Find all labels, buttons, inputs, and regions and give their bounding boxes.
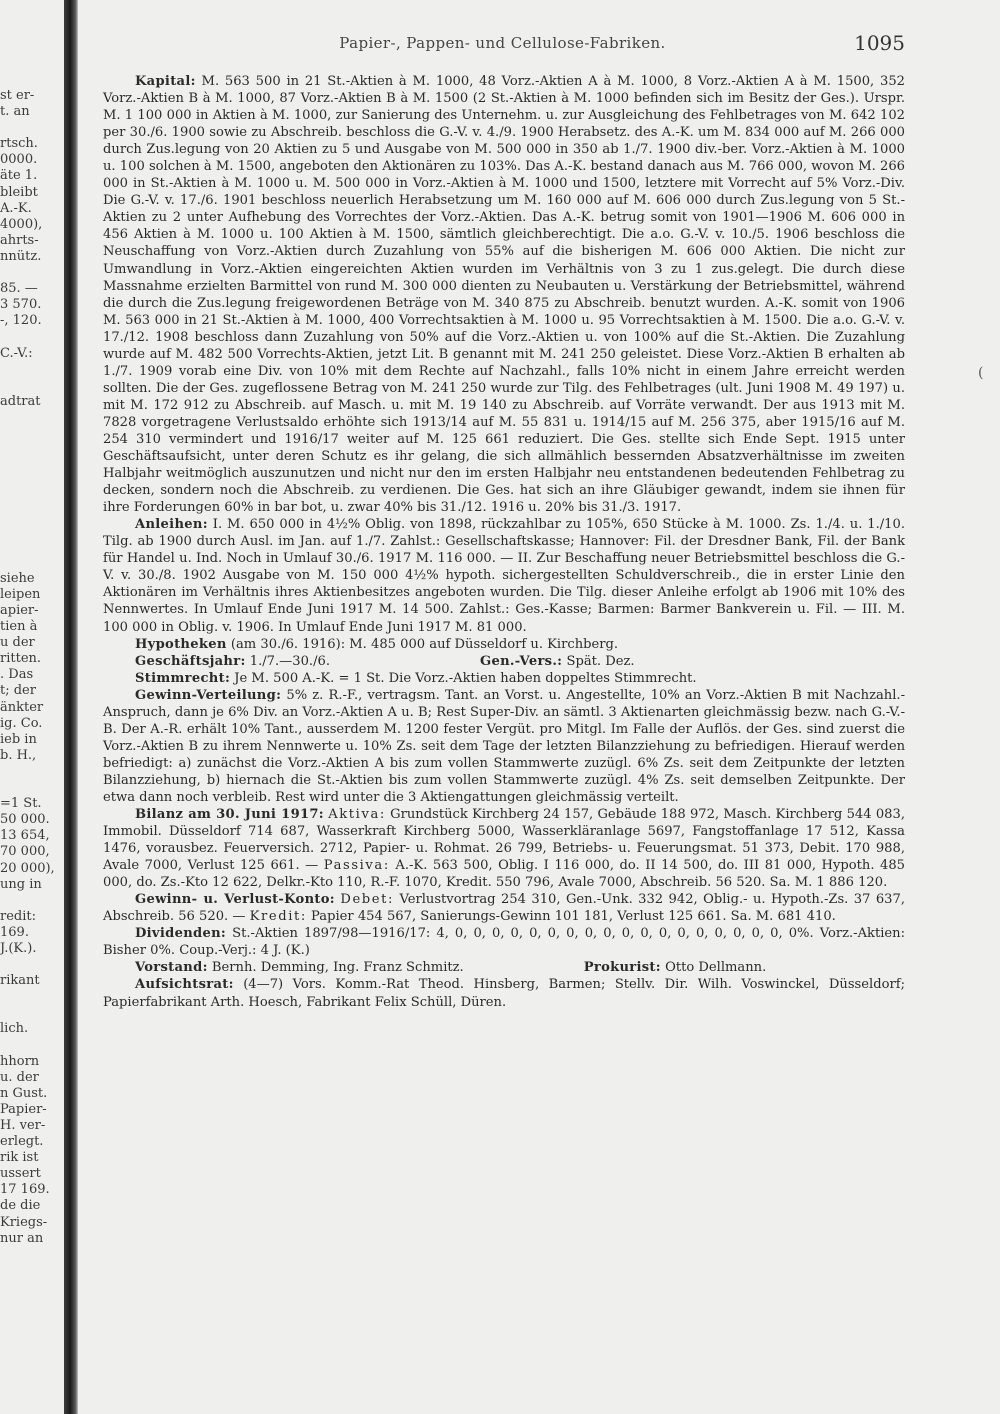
left-fragment-line: 20 000), xyxy=(0,860,55,876)
left-fragment-line xyxy=(0,490,62,506)
section-hypotheken xyxy=(103,636,905,653)
kapital-text: M. 563 500 in 21 St.-Aktien à M. 1000, 48 Vorz.-Aktien A à M. 1000, 8 Vorz.-Aktien A à M. 1500, 352 Vorz.-Aktien B à M. 1000, 87 Vorz.-Aktien B à M. 1500 (2 St.-Aktien à M. 1000 befinden sich im Besitz der Ges.). Urspr. M. 1 100 000 in Aktien à M. 1000, zur Sanierung des Unternehm. u. zur Ausgleichung des Fehlbetrages von M. 642 102 per 30./6. 1900 sowie zu Abschreib. beschloss die G.-V. v. 4./9. 1900 Herabsetz. des A.-K. um M. 834 000 auf M. 266 000 durch Zus.legung von 20 Aktien zu 5 und Ausgabe von M. 500 000 in 350 ab 1./7. 1900 div.-ber. Vorz.-Aktien à M. 1000 u. 100 solchen à M. 1500, angeboten den Aktionären zu 103%. Das A.-K. bestand danach aus M. 766 000, wovon M. 266 000 in St.-Aktien à M. 1000 u. M. 500 000 in Vorz.-Aktien à M. 1000 und 1500, letztere mit Vorrecht auf 5% Vorz.-Div. Die G.-V. v. 17./6. 1901 beschloss neuerlich Herabsetzung um M. 160 000 auf M. 606 000 durch Zus.legung von 5 St.-Aktien zu 2 unter Aufhebung des Vorrechtes der Vorz.-Aktien. Das A.-K. betrug somit von 1901—1906 M. 606 000 in 456 Aktien à M. 1000 u. 100 Aktien à M. 1500, sämtlich gleichberechtigt. Die a.o. G.-V. v. 10./5. 1906 beschloss die Neuschaffung von Vorz.-Aktien durch Zuzahlung von 55% auf die bisherigen M. 606 000 Aktien. Die nicht zur Umwandlung in Vorz.-Aktien eingereichten Aktien wurden im Verhältnis von 3 zu 1 zus.gelegt. Die durch diese Massnahme erzielten Barmittel von rund M. 300 000 dienten zu Neubauten u. Verstärkung der Betriebsmittel, während die durch die Zus.legung freigewordenen Beträge von M. 340 875 zu Abschreib. benutzt wurden. A.-K. somit von 1906 M. 563 000 in 21 St.-Aktien à M. 1000, 400 Vorrechtsaktien à M. 1000 u. 95 Vorrechtsaktien à M. 1500. Die a.o. G.-V. v. 17./12. 1908 beschloss dann Zuzahlung von 50% auf die Vorz.-Aktien u. von 100% auf die St.-Aktien. Die Zuzahlung wurde auf M. 482 500 Vorrechts-Aktien, jetzt Lit. B genannt mit M. 241 250 geleistet. Diese Vorz.-Aktien B erhalten ab 1./7. 1909 vorab eine Div. von 10% mit dem Rechte auf Nachzahl., falls 10% nicht in einem Jahre erreicht werden sollten. Die der Ges. zugeflossene Betrag von M. 241 250 wurde zur Tilg. des Fehlbetrages (ult. Juni 1908 M. 49 197) u. mit M. 172 912 zu Abschreib. auf Masch. u. mit M. 19 140 zu Abschreib. auf Vorräte verwandt. Der aus 1913 mit M. 7828 vorgetragene Verlustsaldo erhöhte sich 1913/14 auf M. 55 831 u. 1914/15 auf M. 256 375, aber 1915/16 auf M. 254 310 vermindert und 1916/17 weiter auf M. 125 661 reduziert. Die Ges. stellte sich Ende Sept. 1915 unter Geschäftsaufsicht, unter deren Schutz es ihr gelang, die sich allmählich bessernden Absatzverhältnisse im zweiten Halbjahr weitmöglich auszunutzen und nicht nur den im ersten Halbjahr neu entstandenen bedeutenden Fehlbetrag zu decken, sondern noch die Abschreib. zu verdienen. Die Ges. hat sich an ihre Gläubiger gewandt, indem sie ihnen für ihre Forderungen 60% in bar bot, u. zwar 40% bis 31./12. 1916 u. 20% bis 31./3. 1917. xyxy=(103,74,906,516)
left-fragment-line xyxy=(0,265,62,281)
left-fragment-line: Kriegs- xyxy=(0,1214,48,1230)
section-bilanz xyxy=(103,806,905,891)
left-fragment-line: erlegt. xyxy=(0,1134,44,1150)
running-title: Papier-, Pappen- und Cellulose-Fabriken. xyxy=(339,34,666,52)
section-aufsichtsrat xyxy=(103,976,905,1010)
left-fragment-line xyxy=(0,523,62,539)
aufsichtsrat-text: (4—7) Vors. Komm.-Rat Theod. Hinsberg, Barmen; Stellv. Dir. Wilh. Voswinckel, Düsseldorf; Papierfabrikant Arth. Hoesch, Fabrikant Felix Schüll, Düren. xyxy=(103,977,905,1010)
page-number: 1095 xyxy=(854,31,905,55)
left-fragment-line: leipen xyxy=(0,586,41,602)
left-fragment-line: t. an xyxy=(0,104,30,120)
left-fragment-line: rik ist xyxy=(0,1150,39,1166)
left-fragment-line: -, 120. xyxy=(0,313,42,329)
left-fragment-line: bleibt xyxy=(0,184,38,200)
left-fragment-line xyxy=(0,474,62,490)
left-fragment-line: Papier- xyxy=(0,1101,47,1117)
left-page-fragment xyxy=(0,88,62,1247)
left-fragment-line: 70 000, xyxy=(0,844,50,860)
left-fragment-line: apier- xyxy=(0,603,39,618)
left-fragment-line xyxy=(0,442,62,458)
left-fragment-line: 0000. xyxy=(0,152,38,168)
left-fragment-line: ung in xyxy=(0,876,42,892)
aktiva-label: Aktiva: xyxy=(328,807,386,823)
section-gewinn-verlust xyxy=(103,891,905,925)
left-fragment-line: tien à xyxy=(0,619,38,635)
section-anleihen xyxy=(103,516,905,635)
anleihen-text: I. M. 650 000 in 4½% Oblig. von 1898, rückzahlbar zu 105%, 650 Stücke à M. 1000. Zs. 1./4. u. 1./10. Tilg. ab 1900 durch Ausl. im Jan. auf 1./7. Zahlst.: Gesellschaftskasse; Hannover: Fil. der Dresdner Bank, Fil. der Bank für Handel u. Ind. Noch in Umlauf 30./6. 1917 M. 116 000. — II. Zur Beschaffung neuer Betriebsmittel beschloss die G.-V. v. 30./8. 1902 Ausgabe von M. 150 000 4½% hypoth. sichergestellten Schuldverschreib., die in erster Linie den Aktionären im Verhältnis ihres Aktienbesitzes angeboten wurden. Die Tilg. dieser Anleihe erfolgt ab 1906 mit 10% des Nennwertes. In Umlauf Ende Juni 1917 M. 14 500. Zahlst.: Ges.-Kasse; Barmen: Barmer Bankverein u. Fil. — III. M. 100 000 in Oblig. v. 1906. In Umlauf Ende Juni 1917 M. 81 000. xyxy=(103,517,905,635)
left-fragment-line: 4000), xyxy=(0,216,43,232)
left-fragment-line: ritten. xyxy=(0,651,42,667)
passiva-text: A.-K. 563 500, Oblig. I 116 000, do. II 14 500, do. III 81 000, Hypoth. 485 000, do. Zs.-Kto 12 622, Delkr.-Kto 110, R.-F. 1070, Kredit. 550 796, Avale 7000, Abschreib. 56 520. Sa. M. 1 886 120. xyxy=(103,858,905,891)
left-fragment-line: st er- xyxy=(0,88,35,103)
left-fragment-line: redit: xyxy=(0,908,36,924)
left-fragment-line: ussert xyxy=(0,1166,41,1182)
gen-vers-label: Gen.-Vers.: xyxy=(479,653,563,669)
anleihen-label: Anleihen: xyxy=(135,517,208,533)
gen-vers-text: Spät. Dez. xyxy=(566,653,635,669)
left-fragment-line xyxy=(0,410,62,426)
left-fragment-line: 50 000. xyxy=(0,812,50,828)
left-fragment-line: b. H., xyxy=(0,747,37,763)
margin-mark: ( xyxy=(978,365,984,381)
stimmrecht-label: Stimmrecht: xyxy=(135,670,231,686)
left-fragment-line: =1 St. xyxy=(0,796,42,812)
left-fragment-line: J.(K.). xyxy=(0,940,37,956)
left-fragment-line: änkter xyxy=(0,699,44,715)
debet-label: Debet: xyxy=(340,892,395,908)
left-fragment-line: nur an xyxy=(0,1230,44,1246)
section-kapital xyxy=(103,73,905,516)
section-dividenden xyxy=(103,925,905,959)
kredit-text: Papier 454 567, Sanierungs-Gewinn 101 181, Verlust 125 661. Sa. M. 681 410. xyxy=(311,909,836,925)
left-fragment-line xyxy=(0,378,62,394)
left-fragment-line: 3 570. xyxy=(0,297,42,313)
page-header xyxy=(100,31,905,55)
left-fragment-line xyxy=(0,362,62,378)
left-fragment-line: 13 654, xyxy=(0,828,50,844)
gewinn-verlust-label: Gewinn- u. Verlust-Konto: xyxy=(135,892,335,908)
gewinn-verteilung-label: Gewinn-Verteilung: xyxy=(135,687,282,703)
left-fragment-line xyxy=(0,780,62,796)
left-fragment-line: rikant xyxy=(0,973,40,989)
left-fragment-line xyxy=(0,1005,62,1021)
left-fragment-line: t; der xyxy=(0,683,36,699)
left-fragment-line: rtsch. xyxy=(0,136,38,152)
aktiva-text: Grundstück Kirchberg 24 157, Gebäude 188 972, Masch. Kirchberg 544 083, Immobil. Düsseldorf 714 687, Wasserkraft Kirchberg 5000, Wasserkläranlage 5697, Fangstoffanlage 17 512, Kassa 1476, vorausbez. Feuerversich. 2712, Papier- u. Rohmat. 26 799, Betriebs- u. Feuerungsmat. 51 373, Debit. 170 988, Avale 7000, Verlust 125 661. — xyxy=(103,807,905,874)
left-fragment-line: nnütz. xyxy=(0,248,42,264)
geschaeftsjahr-text: 1./7.—30./6. xyxy=(249,653,330,669)
left-fragment-line: ieb in xyxy=(0,731,37,747)
hypotheken-text: (am 30./6. 1916): M. 485 000 auf Düsseldorf u. Kirchberg. xyxy=(230,636,619,652)
hypotheken-label: Hypotheken xyxy=(135,636,227,652)
debet-text: Verlustvortrag 254 310, Gen.-Unk. 332 942, Oblig.- u. Hypoth.-Zs. 37 637, Abschreib. 56 520. — xyxy=(103,892,905,925)
main-text xyxy=(103,73,905,1011)
left-fragment-line: siehe xyxy=(0,570,35,586)
left-fragment-line xyxy=(0,120,62,136)
left-fragment-line xyxy=(0,957,62,973)
left-fragment-line xyxy=(0,329,62,345)
left-fragment-line: de die xyxy=(0,1198,41,1214)
left-fragment-line: A.-K. xyxy=(0,200,32,216)
left-fragment-line: u. der xyxy=(0,1069,39,1085)
geschaeftsjahr-label: Geschäftsjahr: xyxy=(135,653,246,669)
vorstand-text: Bernh. Demming, Ing. Franz Schmitz. xyxy=(211,960,464,976)
left-fragment-line xyxy=(0,539,62,555)
left-fragment-line: adtrat xyxy=(0,393,41,409)
left-fragment-line: ahrts- xyxy=(0,232,39,248)
prokurist-text: Otto Dellmann. xyxy=(665,960,767,976)
left-fragment-line: . Das xyxy=(0,667,34,683)
left-fragment-line: ig. Co. xyxy=(0,715,43,731)
left-fragment-line xyxy=(0,764,62,780)
left-fragment-line: 169. xyxy=(0,924,29,940)
left-fragment-line: lich. xyxy=(0,1021,29,1037)
stimmrecht-text: Je M. 500 A.-K. = 1 St. Die Vorz.-Aktien haben doppeltes Stimmrecht. xyxy=(234,670,697,686)
left-fragment-line xyxy=(0,1038,62,1054)
left-fragment-line: äte 1. xyxy=(0,168,38,184)
vorstand-label: Vorstand: xyxy=(135,960,208,976)
left-fragment-line: H. ver- xyxy=(0,1118,46,1133)
left-fragment-line xyxy=(0,555,62,571)
kredit-label: Kredit: xyxy=(249,909,307,925)
section-geschaeftsjahr xyxy=(103,653,905,670)
gewinn-verteilung-text: 5% z. R.-F., vertragsm. Tant. an Vorst. u. Angestellte, 10% an Vorz.-Aktien B mit Nachzahl.-Anspruch, dann je 6% Div. an Vorz.-Aktien A u. B; Rest Super-Div. an sämtl. 3 Aktienarten gleichmässig bezw. nach G.-V.-B. Der A.-R. erhält 10% Tant., ausserdem M. 1200 fester Vergüt. pro Mitgl. Im Falle der Auflös. der Ges. sind zuerst die Vorz.-Aktien B zu ihrem Nennwerte u. 10% Zs. seit dem Tage der letzten Bilanzziehung zu befriedigen. Hierauf werden befriedigt: a) zunächst die Vorz.-Aktien A bis zum vollen Stammwerte zuzügl. 6% Zs. seit dem Zeitpunkte der letzten Bilanzziehung, b) hiernach die St.-Aktien bis zum vollen Stammwerte zuzügl. 4% Zs. seit demselben Zeitpunkte. Der etwa dann noch verbleib. Rest wird unter die 3 Aktiengattungen gleichmässig verteilt. xyxy=(103,687,905,805)
left-fragment-line xyxy=(0,989,62,1005)
left-fragment-line xyxy=(0,458,62,474)
kapital-label: Kapital: xyxy=(135,74,196,89)
dividenden-label: Dividenden: xyxy=(135,926,227,942)
left-fragment-line: C.-V.: xyxy=(0,345,33,361)
dividenden-text: St.-Aktien 1897/98—1916/17: 4, 0, 0, 0, 0, 0, 0, 0, 0, 0, 0, 0, 0, 0, 0, 0, 0, 0, 0, 0%. Vorz.-Aktien: Bisher 0%. Coup.-Verj.: 4 J. (K.) xyxy=(103,926,906,959)
left-fragment-line xyxy=(0,506,62,522)
passiva-label: Passiva: xyxy=(323,858,390,874)
left-fragment-line xyxy=(0,426,62,442)
section-gewinn-verteilung xyxy=(103,687,905,806)
section-stimmrecht xyxy=(103,670,905,687)
page-gutter xyxy=(64,0,78,1414)
left-fragment-line: 85. — xyxy=(0,281,38,297)
bilanz-label: Bilanz am 30. Juni 1917: xyxy=(135,807,324,823)
section-vorstand xyxy=(103,959,905,976)
left-fragment-line: n Gust. xyxy=(0,1085,48,1101)
left-fragment-line xyxy=(0,893,62,909)
prokurist-label: Prokurist: xyxy=(583,960,661,976)
left-fragment-line: u der xyxy=(0,635,35,651)
left-fragment-line: 17 169. xyxy=(0,1182,50,1198)
left-fragment-line: hhorn xyxy=(0,1053,40,1069)
aufsichtsrat-label: Aufsichtsrat: xyxy=(135,977,234,993)
